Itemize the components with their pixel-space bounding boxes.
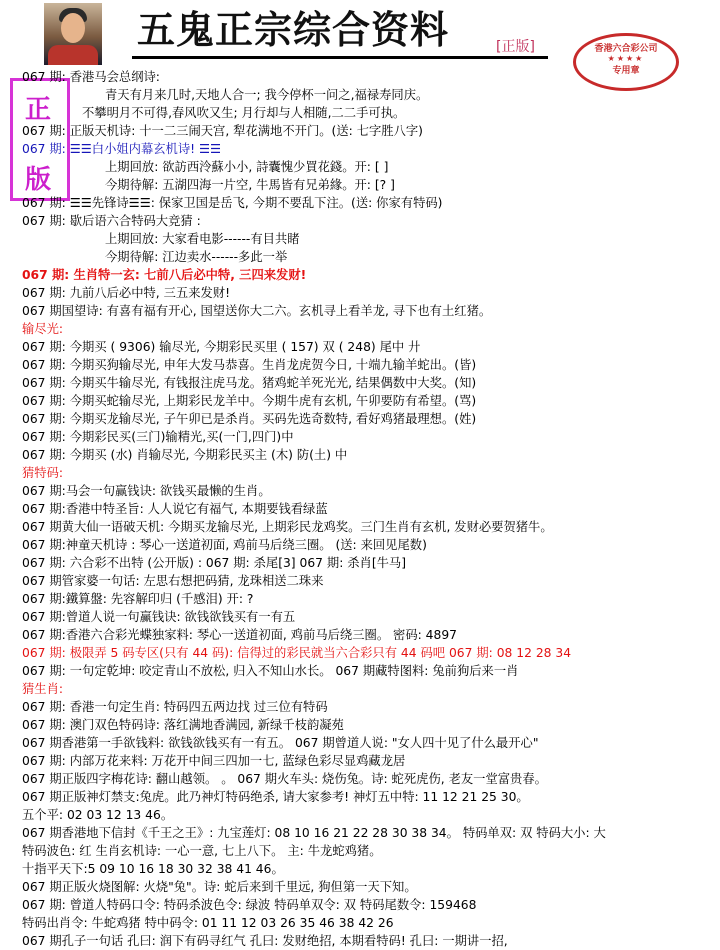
text-line: 067 期: 内部万花来料: 万花开中间三四加一七, 蓝绿色彩尽显鸡藏龙居 — [22, 754, 406, 768]
text-line: 067 期:香港中特圣旨: 人人说它有福气, 本期要钱看绿蓝 — [22, 502, 328, 516]
side-label-1: 正 — [25, 95, 52, 125]
text-line: 不攀明月不可得,春风吹又生; 月行却与人相随,二二手可执。 — [82, 106, 406, 120]
text-line: 067 期: 极限弄 5 码专区(只有 44 码): 信得过的彩民就当六合彩只有 44 码吧 067 期: 08 12 28 34 — [22, 646, 572, 660]
text-line: 067 期正版四字梅花诗: 翻山越领。 。 067 期火车头: 烧伤兔。诗: 蛇死虎伤, 老友一堂富贵春。 — [22, 772, 547, 786]
text-line: 067 期香港地下信封《千王之王》: 九宝莲灯: 08 10 16 21 22 28 30 38 34。 特码单双: 双 特码大小: 大 — [22, 826, 606, 840]
text-line: 067 期: 今期买牛输尽光, 有钱报注虎马龙。猪鸡蛇羊死光光, 结果偶数中大奖。(知) — [22, 376, 477, 390]
text-line: 067 期: 一句定乾坤: 咬定青山不放松, 归入不知山水长。 067 期藏特图料: 兔前狗后来一肖 — [22, 664, 519, 678]
stamp-top-text: 香港六合彩公司 — [594, 44, 658, 54]
text-line: 067 期: 今期买 (水) 肖输尽光, 今期彩民买主 (木) 防(土) 中 — [22, 448, 348, 462]
text-line: 067 期: 澳门双色特码诗: 落红满地香满园, 新绿千枝韵凝苑 — [22, 718, 344, 732]
text-line: 067 期: 香港马会总纲诗: — [22, 70, 160, 84]
avatar — [44, 3, 102, 65]
text-line: 今期待解: 江边卖水------多此一举 — [105, 250, 288, 264]
stamp-bottom-text: 专用章 — [612, 66, 640, 76]
text-line: 067 期孔子一句话 孔曰: 润下有码寻红气 孔曰: 发财绝招, 本期看特码! 孔曰: 一期讲一招, — [22, 934, 508, 948]
text-line: 067 期: 今期彩民买(三门)输精光,买(一门,四门)中 — [22, 430, 294, 444]
text-line: 067 期: ☰☰先锋诗☰☰: 保家卫国是岳飞, 今期不要乱下注。(送: 你家有特码) — [22, 196, 443, 210]
side-label-2: 版 — [25, 165, 52, 195]
text-line: 上期回放: 欲訪西泠蘇小小, 詩囊愧少買花錢。开: [ ] — [105, 160, 389, 174]
text-line: 067 期: 九前八后必中特, 三五来发财! — [22, 286, 231, 300]
text-line: 067 期香港第一手欲钱料: 欲钱欲钱买有一有五。 067 期曾道人说: "女人四十见了什么最开心" — [22, 736, 539, 750]
text-line: 067 期: 曾道人特码口令: 特码杀波色令: 绿波 特码单双令: 双 特码尾数令: 159468 — [22, 898, 477, 912]
text-line: 067 期正版神灯禁支:兔虎。此乃神灯特码绝杀, 请大家参考! 神灯五中特: 11 12 21 25 30。 — [22, 790, 529, 804]
text-line: 067 期: 生肖特一玄: 七前八后必中特, 三四来发财! — [22, 268, 307, 282]
text-line: 十指平天下:5 09 10 16 18 30 32 38 41 46。 — [22, 862, 284, 876]
text-line: 067 期国望诗: 有喜有福有开心, 国望送你大二六。玄机寻上看羊龙, 寻下也有土红猪。 — [22, 304, 492, 318]
text-line: 067 期: 今期买狗输尽光, 申年大发马恭喜。生肖龙虎贺今日, 十端九输羊蛇出。(皆) — [22, 358, 477, 372]
text-line: 067 期: 今期买蛇输尽光, 上期彩民龙羊中。今期牛虎有玄机, 午卯要防有希望。(骂) — [22, 394, 477, 408]
text-line: 067 期: ☰☰白小姐内幕玄机诗! ☰☰ — [22, 142, 222, 156]
text-line: 067 期: 香港一句定生肖: 特码四五两边找 过三位有特码 — [22, 700, 328, 714]
text-line: 067 期:马会一句赢钱诀: 欲钱买最懒的生肖。 — [22, 484, 271, 498]
edition-label: [正版] — [496, 39, 535, 55]
text-line: 特码出肖令: 牛蛇鸡猪 特中码令: 01 11 12 03 26 35 46 38 42 26 — [22, 916, 394, 930]
text-line: 五个平: 02 03 12 13 46。 — [22, 808, 174, 822]
section-heading: 猜特码: — [22, 466, 64, 480]
page-title: 五鬼正宗综合资料 — [137, 7, 450, 52]
avatar-face — [61, 13, 85, 43]
text-line: 067 期正版火烧图解: 火烧"兔"。诗: 蛇后来到千里远, 狗但第一天下知。 — [22, 880, 417, 894]
avatar-suit — [48, 45, 98, 65]
text-line: 067 期:曾道人说一句赢钱诀: 欲钱欲钱买有一有五 — [22, 610, 296, 624]
title-underline — [132, 56, 548, 59]
header — [0, 0, 720, 76]
text-line: 067 期: 今期买龙输尽光, 子午卯已是杀肖。买码先选奇数特, 看好鸡猪最理想。(姓) — [22, 412, 477, 426]
text-line: 特码波色: 红 生肖玄机诗: 一心一意, 七上八下。 主: 牛龙蛇鸡猪。 — [22, 844, 382, 858]
stamp-stars: ★★★★ — [607, 54, 645, 63]
text-line: 067 期:神童天机诗 : 琴心一送道初面, 鸡前马后绕三圈。 (送: 来回见尾数) — [22, 538, 427, 552]
text-line: 067 期: 歇后语六合特码大竞猜 : — [22, 214, 201, 228]
text-line: 067 期黄大仙一语破天机: 今期买龙输尽光, 上期彩民龙鸡奖。三门生肖有玄机, 发财必要贺猪牛。 — [22, 520, 553, 534]
section-heading: 猜生肖: — [22, 682, 64, 696]
text-line: 上期回放: 大家看电影------有目共睹 — [105, 232, 300, 246]
text-line: 青天有月来几时,天地人合一; 我今停杯一问之,福禄寿同庆。 — [105, 88, 429, 102]
text-line: 067 期: 正版天机诗: 十一二三闹天宫, 犁花满地不开门。(送: 七字胜八字) — [22, 124, 423, 138]
text-line: 067 期: 六合彩不出特 (公开版) : 067 期: 杀尾[3] 067 期: 杀肖[牛马] — [22, 556, 407, 570]
text-line: 067 期: 今期买 ( 9306) 输尽光, 今期彩民买里 ( 157) 双 ( 248) 尾中 廾 — [22, 340, 421, 354]
text-line: 今期待解: 五湖四海一片空, 牛馬皆有兄弟緣。开: [? ] — [105, 178, 395, 192]
text-line: 067 期:香港六合彩光蝶独家料: 琴心一送道初面, 鸡前马后绕三圈。 密码: 4897 — [22, 628, 457, 642]
section-heading: 输尽光: — [22, 322, 64, 336]
text-line: 067 期:鐵算盤: 先容解印归 (千感泪) 开: ? — [22, 592, 254, 606]
text-line: 067 期管家婆一句话: 左思右想把码猜, 龙珠相送二珠来 — [22, 574, 324, 588]
